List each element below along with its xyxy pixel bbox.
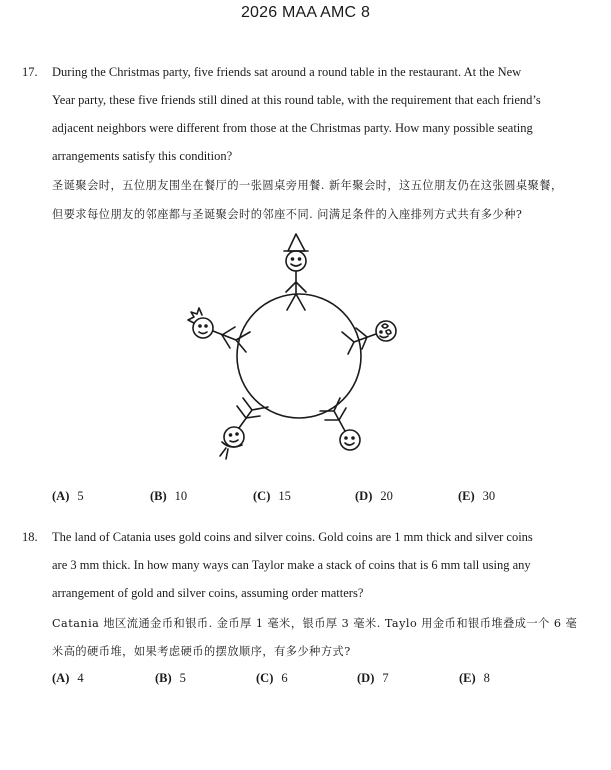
friend-right bbox=[342, 321, 396, 354]
problem-translation-line: 但要求每位朋友的邻座都与圣诞聚会时的邻座不同. 问满足条件的入座排列方式共有多少种? bbox=[52, 208, 523, 221]
problem-text-line: arrangements satisfy this condition? bbox=[52, 149, 233, 163]
page-title: 2026 MAA AMC 8 bbox=[240, 4, 371, 21]
round-table bbox=[237, 294, 361, 418]
choice-b[interactable]: (B) 10 bbox=[150, 489, 188, 503]
problem-number: 18. bbox=[22, 530, 38, 544]
choice-c[interactable]: (C) 15 bbox=[253, 489, 291, 503]
round-table-figure bbox=[180, 228, 420, 468]
friend-bottom-left bbox=[220, 398, 268, 459]
problem-text-line: are 3 mm thick. In how many ways can Taylor make a stack of coins that is 6 mm tall using any bbox=[52, 558, 531, 572]
problem-translation-line: 圣诞聚会时，五位朋友围坐在餐厅的一张圆桌旁用餐. 新年聚会时，这五位朋友仍在这张圆桌聚餐， bbox=[52, 179, 563, 192]
face-icon bbox=[340, 430, 360, 450]
face-icon bbox=[224, 427, 244, 447]
party-hat-icon bbox=[288, 234, 305, 251]
problem-text-line: Year party, these five friends still dined at this round table, with the requirement that each friend’s bbox=[52, 93, 541, 107]
problem-translation-line: 米高的硬币堆，如果考虑硬币的摆放顺序，有多少种方式? bbox=[52, 645, 351, 658]
choice-d[interactable]: (D) 7 bbox=[357, 671, 389, 685]
choice-d[interactable]: (D) 20 bbox=[355, 489, 393, 503]
choice-e[interactable]: (E) 30 bbox=[458, 489, 496, 503]
problem-text-line: adjacent neighbors were different from those at the Christmas party. How many possible seating bbox=[52, 121, 533, 135]
friend-left bbox=[188, 308, 250, 352]
choice-b[interactable]: (B) 5 bbox=[155, 671, 186, 685]
problem-text-line: The land of Catania uses gold coins and silver coins. Gold coins are 1 mm thick and silver coins bbox=[52, 530, 533, 544]
friend-bottom-right bbox=[320, 398, 360, 450]
face-icon bbox=[193, 318, 213, 338]
choice-a[interactable]: (A) 4 bbox=[52, 671, 84, 685]
problem-text-line: During the Christmas party, five friends sat around a round table in the restaurant. At the New bbox=[52, 65, 522, 79]
choice-a[interactable]: (A) 5 bbox=[52, 489, 84, 503]
problem-translation-line: Catania 地区流通金币和银币. 金币厚 1 毫米，银币厚 3 毫米. Taylo 用金币和银币堆叠成一个 6 毫 bbox=[52, 617, 578, 630]
face-icon bbox=[286, 251, 306, 271]
problem-number: 17. bbox=[22, 65, 38, 79]
friend-top bbox=[284, 234, 308, 310]
choice-c[interactable]: (C) 6 bbox=[256, 671, 288, 685]
problem-text-line: arrangement of gold and silver coins, assuming order matters? bbox=[52, 586, 364, 600]
choice-e[interactable]: (E) 8 bbox=[459, 671, 490, 685]
